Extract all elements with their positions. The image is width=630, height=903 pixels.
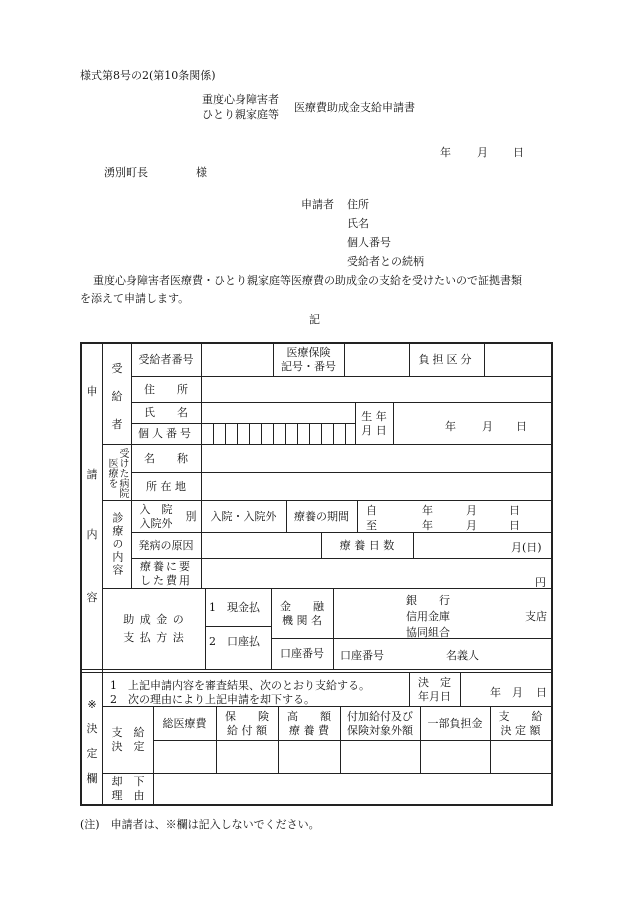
decision-char-4: 欄	[86, 772, 98, 786]
honorific: 様	[196, 166, 207, 179]
date-day-label: 日	[513, 146, 524, 159]
title-line-1: 重度心身障害者	[202, 93, 279, 106]
birth-year: 年	[445, 420, 456, 433]
decision-month: 月	[512, 686, 523, 699]
payment-amount-label: 支 給 決 定 額	[498, 709, 543, 737]
cost-unit: 円	[535, 576, 546, 589]
to-year: 年	[422, 519, 433, 532]
app-char-4: 容	[86, 591, 98, 605]
body-text-line2: を添えて申請します。	[80, 292, 190, 305]
recipient-char-1: 受	[111, 362, 123, 376]
applicant-relationship-label: 受給者との続柄	[347, 255, 424, 268]
footnote: (注) 申請者は、※欄は記入しないでください。	[80, 818, 320, 831]
title-line-2: ひとり親家庭等	[202, 108, 279, 121]
recipient-number-label: 受給者番号	[138, 352, 194, 366]
decision-option-1: 1 上記申請内容を審査結果、次のとおり支給する。	[110, 679, 370, 692]
rejection-reason-label: 却 下 理 由	[111, 775, 145, 802]
transfer-option: 2 口座払	[209, 635, 260, 649]
account-holder-label: 名義人	[446, 649, 479, 662]
from-year: 年	[422, 504, 433, 517]
form-number: 様式第8号の2(第10条関係)	[80, 69, 216, 82]
app-char-2: 請	[86, 468, 98, 482]
recipient-char-3: 者	[111, 418, 123, 432]
cause-label: 発病の原因	[138, 538, 194, 552]
decision-char-1: ※	[87, 698, 97, 712]
recipient-char-2: 給	[111, 390, 123, 404]
decision-option-2: 2 次の理由により上記申請を却下する。	[110, 693, 315, 706]
hospital-location-label: 所 在 地	[146, 479, 186, 493]
inpatient-label: 入 院 入院外	[139, 502, 173, 530]
decision-date-label: 決 定 年月日	[418, 675, 451, 703]
birth-day: 日	[516, 420, 527, 433]
period-to: 至	[366, 519, 377, 532]
addressee: 湧別町長	[104, 166, 148, 179]
bank-label: 金 融 機 関 名	[280, 599, 324, 627]
applicant-label: 申請者	[301, 198, 334, 211]
to-day: 日	[509, 519, 520, 532]
cash-option: 1 現金払	[209, 600, 260, 614]
hospital-label: 受けた病院 医療を	[106, 447, 128, 498]
id-number-label: 個人番号	[138, 427, 194, 441]
body-text-line1: 重度心身障害者医療費・ひとり親家庭等医療費の助成金の支給を受けたいので証拠書類	[93, 274, 522, 287]
days-unit: 月(日)	[511, 541, 542, 554]
total-cost-label: 総医療費	[162, 716, 207, 730]
bank-type-bank: 銀 行	[406, 594, 450, 607]
additional-label: 付加給付及び 保険対象外額	[347, 709, 413, 737]
decision-day: 日	[536, 686, 547, 699]
hospital-name-label: 名 称	[144, 451, 188, 465]
payment-method-label: 助 成 金 の 支 払 方 法	[123, 613, 185, 644]
applicant-id-label: 個人番号	[347, 236, 391, 249]
applicant-address-label: 住所	[347, 198, 369, 211]
from-day: 日	[509, 504, 520, 517]
insurance-paid-label: 保 険 給 付 額	[225, 709, 269, 737]
account-number-label: 口座番号	[280, 647, 324, 661]
birth-month: 月	[482, 420, 493, 433]
insurance-number-label: 医療保険 記号・番号	[281, 345, 336, 373]
treatment-label: 診療の内容	[110, 512, 124, 577]
to-month: 月	[466, 519, 477, 532]
account-number-field-label: 口座番号	[340, 649, 384, 662]
date-month-label: 月	[477, 146, 488, 159]
ki-label: 記	[309, 313, 320, 326]
app-char-3: 内	[86, 528, 98, 542]
high-cost-label: 高 額 療 養 費	[287, 709, 331, 737]
applicant-name-label: 氏名	[347, 217, 369, 230]
name-label: 氏 名	[144, 406, 188, 420]
cost-label: 療養に要 した費用	[140, 559, 192, 587]
treatment-period-label: 療養の期間	[294, 509, 349, 523]
period-from: 自	[366, 504, 377, 517]
from-month: 月	[466, 504, 477, 517]
copay-label: 一部負担金	[427, 716, 483, 730]
inpatient-value: 入院・入院外	[210, 509, 277, 523]
date-year-label: 年	[440, 146, 451, 159]
payment-decision-label: 支 給 決 定	[111, 726, 145, 753]
birth-date-label: 生 年 月 日	[361, 409, 387, 437]
bank-type-coop: 協同組合	[406, 626, 450, 639]
branch-label: 支店	[525, 610, 547, 623]
decision-char-3: 定	[86, 747, 98, 761]
decision-char-2: 決	[86, 722, 98, 736]
decision-year: 年	[490, 686, 501, 699]
app-char-1: 申	[86, 385, 98, 399]
bank-type-credit-union: 信用金庫	[406, 610, 450, 623]
burden-category-label: 負担区分	[418, 352, 475, 366]
address-label: 住 所	[144, 382, 188, 396]
form-title: 医療費助成金支給申請書	[294, 101, 415, 114]
inpatient-sep: 別	[185, 509, 197, 523]
treatment-days-label: 療 養 日 数	[339, 538, 395, 552]
